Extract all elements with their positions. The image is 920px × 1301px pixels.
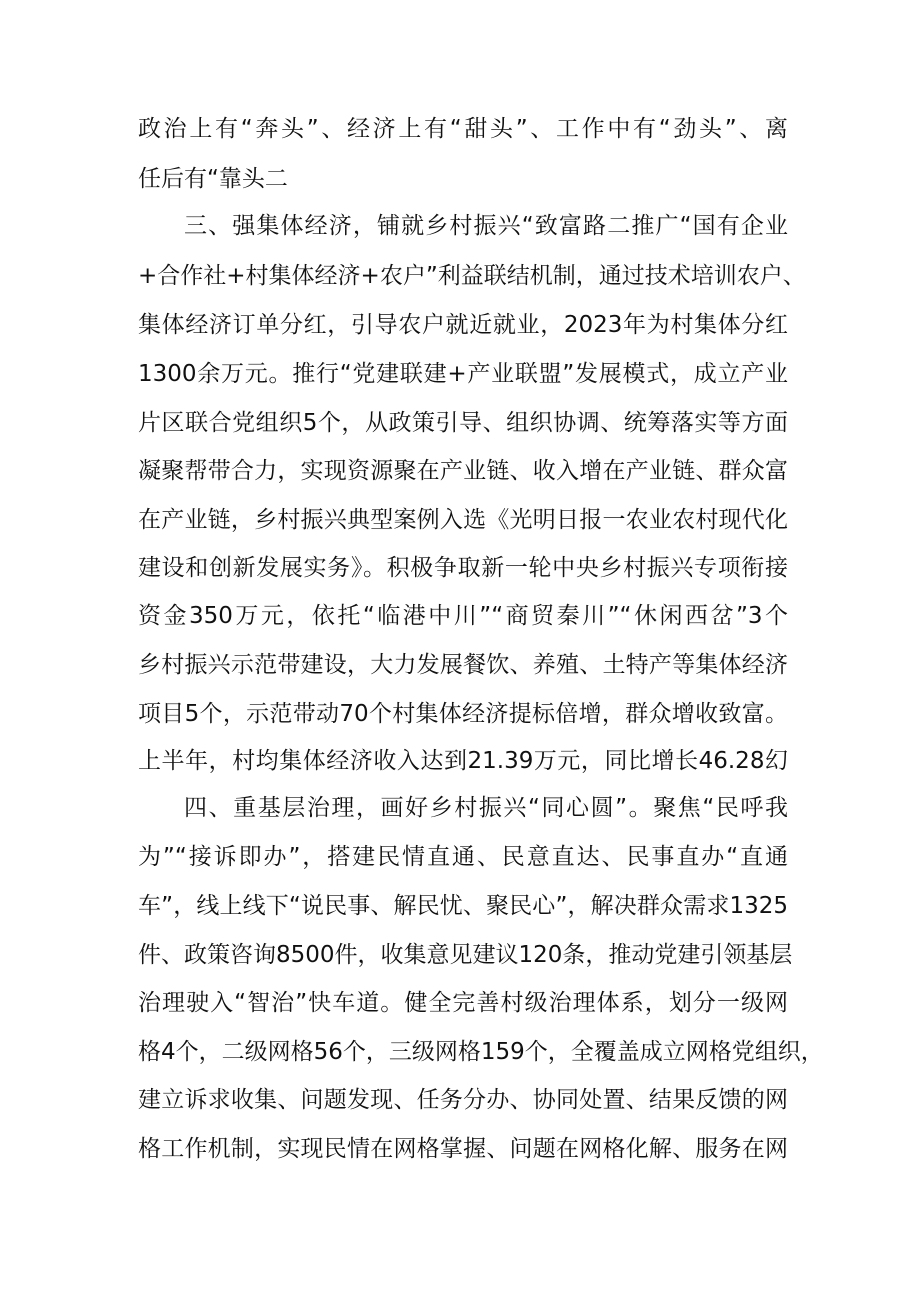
text-line: 车”，线上线下“说民事、解民忧、聚民心”，解决群众需求1325 [138, 893, 788, 919]
text-line: 集体经济订单分红，引导农户就近就业，2023年为村集体分红 [138, 312, 788, 338]
section-heading-line: 三、强集体经济，铺就乡村振兴“致富路二推广“国有企业 [184, 213, 788, 239]
text-line: 凝聚帮带合力，实现资源聚在产业链、收入增在产业链、群众富 [138, 458, 788, 484]
text-line: 政治上有“奔头”、经济上有“甜头”、工作中有“劲头”、离 [138, 116, 788, 142]
text-line: 治理驶入“智治”快车道。健全完善村级治理体系，划分一级网 [138, 990, 788, 1016]
text-line: 在产业链，乡村振兴典型案例入选《光明日报一农业农村现代化 [138, 507, 788, 533]
text-line: +合作社+村集体经济+农户”利益联结机制，通过技术培训农户、 [138, 263, 806, 289]
text-line: 任后有“靠头二 [138, 166, 288, 192]
text-line: 为”“接诉即办”，搭建民情直通、民意直达、民事直办“直通 [138, 844, 788, 870]
text-line: 乡村振兴示范带建设，大力发展餐饮、养殖、土特产等集体经济 [138, 652, 788, 678]
text-line: 件、政策咨询8500件，收集意见建议120条，推动党建引领基层 [138, 942, 793, 968]
text-line: 格工作机制，实现民情在网格掌握、问题在网格化解、服务在网 [138, 1136, 788, 1162]
section-heading-line: 四、重基层治理，画好乡村振兴“同心圆”。聚焦“民呼我 [184, 795, 788, 821]
text-line: 建设和创新发展实务》。积极争取新一轮中央乡村振兴专项衔接 [138, 555, 788, 581]
text-line: 项目5个，示范带动70个村集体经济提标倍增，群众增收致富。 [138, 701, 788, 727]
text-line: 片区联合党组织5个，从政策引导、组织协调、统筹落实等方面 [138, 410, 788, 436]
text-line: 上半年，村均集体经济收入达到21.39万元，同比增长46.28幻 [138, 748, 788, 774]
text-line: 资金350万元，依托“临港中川”“商贸秦川”“休闲西岔”3个 [138, 603, 788, 629]
text-line: 格4个，二级网格56个，三级网格159个，全覆盖成立网格党组织， [138, 1039, 824, 1065]
text-line: 建立诉求收集、问题发现、任务分办、协同处置、结果反馈的网 [138, 1087, 788, 1113]
text-line: 1300余万元。推行“党建联建+产业联盟”发展模式，成立产业 [138, 361, 788, 387]
